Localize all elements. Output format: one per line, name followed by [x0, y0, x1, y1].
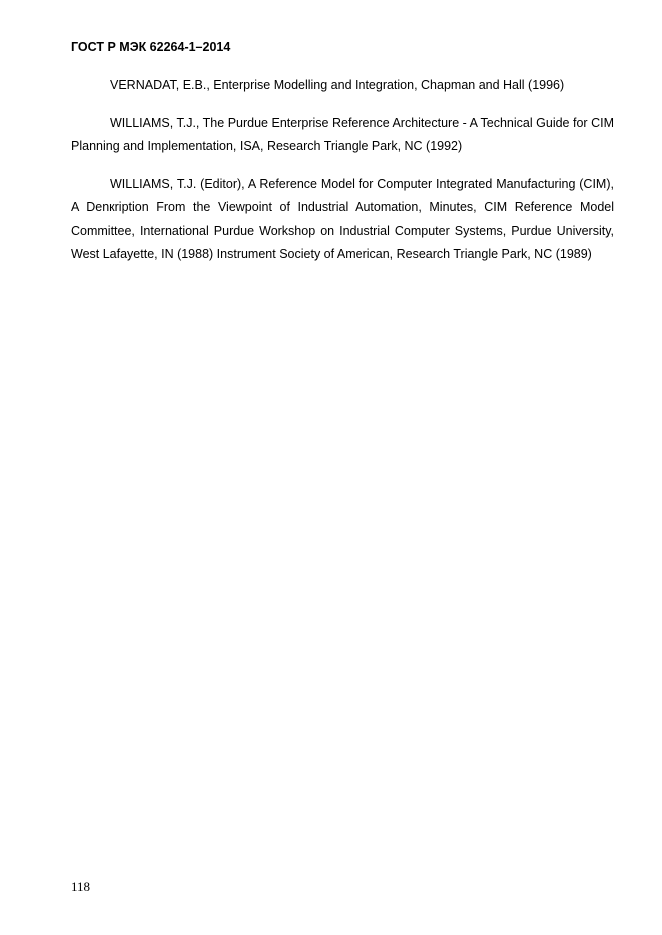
reference-item-williams-1992: WILLIAMS, T.J., The Purdue Enterprise Reference Architecture - A Technical Guide for CIM Planning and Implementation, ISA, Research Triangle Park, NC (1992)	[71, 115, 614, 153]
standard-title: ГОСТ Р МЭК 62264-1–2014	[71, 40, 231, 54]
reference-item-vernadat: VERNADAT, E.B., Enterprise Modelling and Integration, Chapman and Hall (1996)	[110, 78, 565, 92]
reference-list	[71, 74, 614, 281]
page-number: 118	[71, 879, 91, 894]
reference-item-williams-1989: WILLIAMS, T.J. (Editor), A Reference Model for Computer Integrated Manufacturing (CIM), A Denкription From the Viewpoint of Industrial Automation, Minutes, CIM Reference Model Committee, International Purdue Workshop on Industrial Computer Systems, Purdue University, West Lafayette, IN (1988) Instrument Society of American, Research Triangle Park, NC (1989)	[71, 176, 614, 261]
